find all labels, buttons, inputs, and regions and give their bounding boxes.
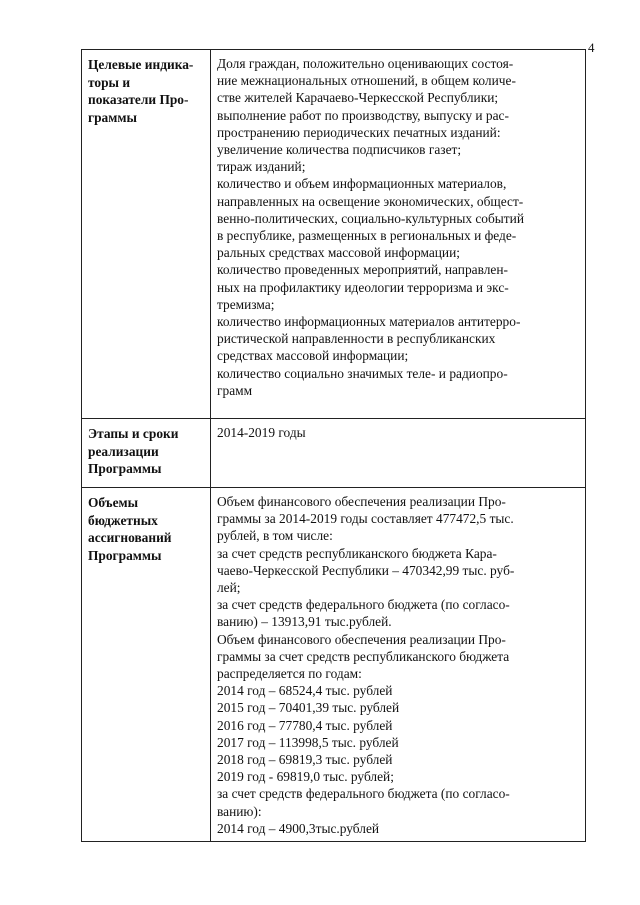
content-line: выполнение работ по производству, выпуску и рас- (217, 107, 509, 123)
content-line: 2015 год – 70401,39 тыс. рублей (217, 700, 400, 716)
label-line: граммы (88, 109, 137, 125)
content-line: ванию) – 13913,91 тыс.рублей. (217, 614, 392, 630)
content-line: в республике, размещенных в региональных и феде- (217, 228, 517, 244)
page-number: 4 (588, 40, 595, 55)
content-line: количество проведенных мероприятий, направлен- (217, 262, 508, 278)
content-line: 2014-2019 годы (217, 425, 306, 440)
content-line: грамм (217, 382, 253, 398)
table-row (82, 419, 586, 488)
content-line: 2014 год – 68524,4 тыс. рублей (217, 683, 393, 699)
row-content-stages (211, 419, 586, 488)
content-line: лей; (217, 580, 241, 596)
label-line: Объемы (88, 495, 139, 510)
content-line: чаево-Черкесской Республики – 470342,99 тыс. руб- (217, 562, 515, 578)
content-line: 2018 год – 69819,3 тыс. рублей (217, 752, 393, 768)
row-label-budget (82, 488, 211, 842)
content-line: ние межнациональных отношений, в общем количе- (217, 73, 516, 89)
content-line: 2016 год – 77780,4 тыс. рублей (217, 717, 393, 733)
content-line: за счет средств федерального бюджета (по согласо- (217, 597, 510, 613)
label-line: Этапы и сроки (88, 426, 179, 441)
content-line: средствах массовой информации; (217, 348, 409, 364)
row-content-budget (211, 488, 586, 842)
label-line: ассигнований (88, 530, 172, 545)
content-line: увеличение количества подписчиков газет; (217, 142, 462, 158)
label-line: Программы (88, 461, 162, 476)
content-line: количество и объем информационных материалов, (217, 176, 507, 192)
content-line: 2019 год - 69819,0 тыс. рублей; (217, 769, 394, 785)
label-line: реализации (88, 443, 159, 459)
content-line: за счет средств федерального бюджета (по согласо- (217, 786, 510, 802)
row-content-indicators (211, 50, 586, 419)
content-line: ристической направленности в республиканских (217, 331, 496, 347)
table-row (82, 488, 586, 842)
table-row (82, 50, 586, 419)
passport-table (81, 49, 586, 842)
content-line: рублей, в том числе: (217, 528, 333, 544)
content-line: распределяется по годам: (217, 666, 362, 682)
content-line: стве жителей Карачаево-Черкесской Республики; (217, 90, 499, 106)
content-line: Объем финансового обеспечения реализации Про- (217, 631, 506, 647)
content-line: Объем финансового обеспечения реализации Про- (217, 494, 506, 509)
content-line: ванию): (217, 803, 262, 819)
label-line: Целевые индика- (88, 57, 194, 72)
label-line: торы и (88, 74, 131, 90)
content-line: тремизма; (217, 296, 275, 312)
content-line: венно-политических, социально-культурных событий (217, 210, 524, 226)
content-line: граммы за 2014-2019 годы составляет 477472,5 тыс. (217, 511, 514, 527)
content-line: Доля граждан, положительно оценивающих состоя- (217, 56, 514, 71)
content-line: количество социально значимых теле- и радиопро- (217, 365, 508, 381)
content-line: количество информационных материалов антитерро- (217, 314, 521, 330)
row-label-stages (82, 419, 211, 488)
label-line: показатели Про- (88, 92, 189, 107)
content-line: за счет средств республиканского бюджета Кара- (217, 545, 497, 561)
label-line: бюджетных (88, 512, 158, 528)
label-line: Программы (88, 547, 162, 563)
content-line: ных на профилактику идеологии терроризма и экс- (217, 279, 509, 295)
row-label-indicators (82, 50, 211, 419)
content-line: тираж изданий; (217, 159, 306, 175)
content-line: пространению периодических печатных изданий: (217, 124, 501, 140)
content-line: 2014 год – 4900,3тыс.рублей (217, 820, 380, 836)
content-line: граммы за счет средств республиканского бюджета (217, 648, 510, 664)
content-line: 2017 год – 113998,5 тыс. рублей (217, 734, 399, 750)
content-line: направленных на освещение экономических, общест- (217, 193, 524, 209)
content-line: ральных средствах массовой информации; (217, 245, 460, 261)
